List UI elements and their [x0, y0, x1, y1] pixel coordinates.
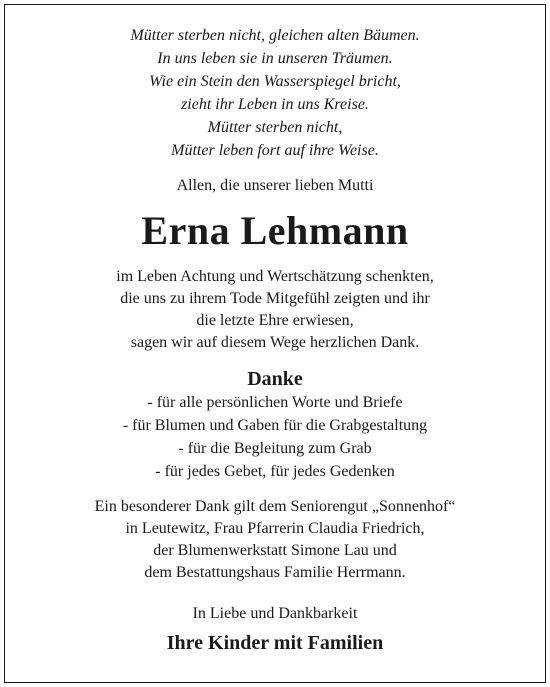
deceased-name: Erna Lehmann [141, 208, 409, 253]
poem-line: Wie ein Stein den Wasserspiegel bricht, [149, 73, 401, 90]
special-thanks-line: dem Bestattungshaus Familie Herrmann. [144, 564, 406, 581]
poem-line: Mütter leben fort auf ihre Weise. [171, 142, 379, 159]
poem-line: Mütter sterben nicht, [207, 119, 343, 136]
thanks-line: die letzte Ehre erwiesen, [196, 312, 354, 329]
danke-list [0, 391, 550, 483]
poem-line: zieht ihr Leben in uns Kreise. [181, 96, 369, 113]
danke-list-item: - für die Begleitung zum Grab [178, 440, 372, 457]
danke-heading: Danke [247, 368, 303, 390]
special-thanks-line: Ein besonderer Dank gilt dem Seniorengut „Sonnenhof“ [94, 498, 456, 515]
thanks-text [0, 266, 550, 354]
thanks-line: sagen wir auf diesem Wege herzlichen Dank. [130, 334, 420, 351]
special-thanks-line: der Blumenwerkstatt Simone Lau und [153, 542, 397, 559]
danke-list-item: - für jedes Gebet, für jedes Gedenken [155, 463, 395, 480]
intro-line: Allen, die unserer lieben Mutti [176, 177, 374, 194]
poem [0, 24, 550, 162]
danke-list-item: - für Blumen und Gaben für die Grabgestaltung [122, 417, 428, 434]
thanks-line: die uns zu ihrem Tode Mitgefühl zeigten und ihr [120, 290, 430, 307]
special-thanks-line: in Leutewitz, Frau Pfarrerin Claudia Friedrich, [125, 520, 425, 537]
special-thanks [0, 496, 550, 584]
poem-line: In uns leben sie in unseren Träumen. [157, 50, 393, 67]
thanks-line: im Leben Achtung und Wertschätzung schenkten, [116, 268, 434, 285]
poem-line: Mütter sterben nicht, gleichen alten Bäumen. [130, 27, 420, 44]
danke-list-item: - für alle persönlichen Worte und Briefe [147, 394, 403, 411]
signature: Ihre Kinder mit Familien [166, 632, 384, 654]
closing-line: In Liebe und Dankbarkeit [192, 605, 358, 622]
